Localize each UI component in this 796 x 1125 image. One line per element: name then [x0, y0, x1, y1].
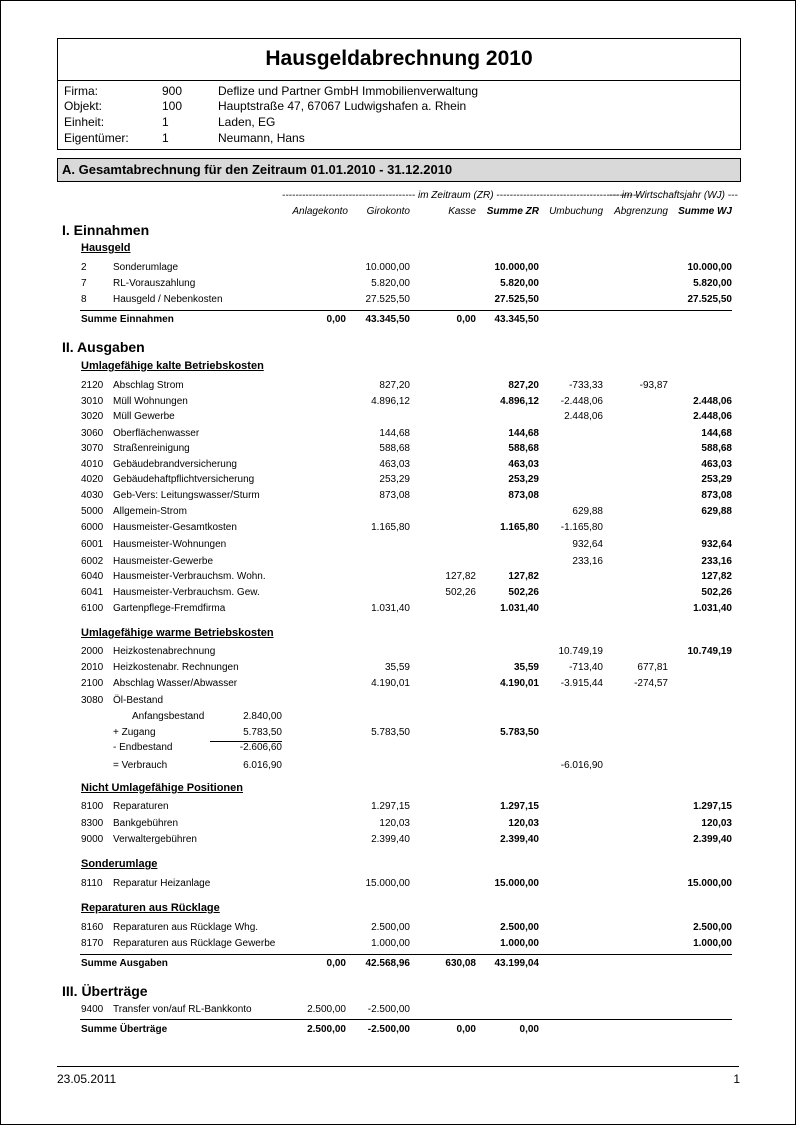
- amount-c4: 1.000,00: [500, 938, 539, 949]
- account-code: 8170: [81, 938, 104, 949]
- header-value: Laden, EG: [218, 115, 276, 129]
- amount-c3: 0,00: [456, 1024, 476, 1035]
- amount-c4: 144,68: [508, 428, 539, 439]
- account-code: 7: [81, 278, 87, 289]
- amount-c4: 253,29: [508, 474, 539, 485]
- row-label: Anfangsbestand: [132, 711, 205, 722]
- section-ausgaben: II. Ausgaben: [62, 339, 145, 355]
- account-code: 4010: [81, 459, 104, 470]
- account-code: 3060: [81, 428, 104, 439]
- amount-c5: 932,64: [572, 539, 603, 550]
- amount-c1: 2.500,00: [307, 1024, 346, 1035]
- amount-c4: 873,08: [508, 490, 539, 501]
- amount-c7: 1.297,15: [693, 801, 732, 812]
- amount-c2: 144,68: [379, 428, 410, 439]
- amount-c2: 120,03: [379, 818, 410, 829]
- row-label: Verwaltergebühren: [113, 834, 197, 845]
- row-label: Heizkostenabrechnung: [113, 646, 216, 657]
- amount-c2: 5.820,00: [371, 278, 410, 289]
- amount-c7: 932,64: [701, 539, 732, 550]
- row-label: Summe Einnahmen: [81, 314, 174, 325]
- amount-c7: 588,68: [701, 443, 732, 454]
- header-number: 1: [162, 115, 169, 129]
- section-uebertraege: III. Überträge: [62, 983, 148, 999]
- amount-c7: 2.448,06: [693, 396, 732, 407]
- amount-c7: 463,03: [701, 459, 732, 470]
- amount-c4: 120,03: [508, 818, 539, 829]
- amount-c2: 43.345,50: [365, 314, 410, 325]
- table-row: [0, 711, 796, 725]
- account-code: 8110: [81, 878, 103, 889]
- header-label: Eigentümer:: [64, 131, 129, 145]
- amount-c7: 253,29: [701, 474, 732, 485]
- amount-c6: -274,57: [634, 678, 668, 689]
- amount-c7: 629,88: [701, 506, 732, 517]
- amount-c3: 502,26: [445, 587, 476, 598]
- table-row: [0, 760, 796, 774]
- period-wj-label: --- im Wirtschaftsjahr (WJ) ---: [609, 190, 738, 201]
- subsection-nicht: Nicht Umlagefähige Positionen: [81, 782, 243, 794]
- row-label: + Zugang: [113, 727, 156, 738]
- amount-c5: -3.915,44: [560, 678, 603, 689]
- table-row: [0, 646, 796, 660]
- table-row: [0, 474, 796, 488]
- amount-c2: 4.896,12: [371, 396, 410, 407]
- row-label: Gebäudehaftpflichtversicherung: [113, 474, 255, 485]
- amount-c5: -2.448,06: [560, 396, 603, 407]
- amount-c2: 4.190,01: [371, 678, 410, 689]
- amount-c2: 827,20: [379, 380, 410, 391]
- row-label: Öl-Bestand: [113, 695, 164, 706]
- amount-c4: 2.500,00: [500, 922, 539, 933]
- subsection-sonder: Sonderumlage: [81, 858, 158, 870]
- amount-c1: 2.840,00: [243, 711, 282, 722]
- table-row: [0, 380, 796, 394]
- amount-c7: 1.000,00: [693, 938, 732, 949]
- row-label: Gebäudebrandversicherung: [113, 459, 237, 470]
- amount-c4: 127,82: [508, 571, 539, 582]
- amount-c2: -2.500,00: [367, 1004, 410, 1015]
- row-label: Hausmeister-Verbrauchsm. Gew.: [113, 587, 260, 598]
- amount-c5: 233,16: [572, 556, 603, 567]
- col-summe-wj: Summe WJ: [678, 206, 732, 217]
- amount-c4: 15.000,00: [494, 878, 539, 889]
- sum-line-einnahmen: [80, 310, 732, 311]
- amount-c4: 1.297,15: [500, 801, 539, 812]
- account-code: 3010: [81, 396, 104, 407]
- table-row: [0, 428, 796, 442]
- account-code: 8100: [81, 801, 104, 812]
- amount-c4: 5.783,50: [500, 727, 539, 738]
- account-code: 4030: [81, 490, 104, 501]
- amount-c4: 588,68: [508, 443, 539, 454]
- sum-row: [0, 1024, 796, 1038]
- account-code: 3020: [81, 411, 104, 422]
- amount-c7: 1.031,40: [693, 603, 732, 614]
- subsection-kalt: Umlagefähige kalte Betriebskosten: [81, 360, 264, 372]
- account-code: 5000: [81, 506, 104, 517]
- header-label: Objekt:: [64, 99, 103, 113]
- table-row: [0, 742, 796, 756]
- amount-c2: 5.783,50: [371, 727, 410, 738]
- account-code: 6041: [81, 587, 104, 598]
- account-code: 4020: [81, 474, 104, 485]
- amount-c4: 463,03: [508, 459, 539, 470]
- amount-c4: 43.345,50: [494, 314, 539, 325]
- section-title: A. Gesamtabrechnung für den Zeitraum 01.01.2010 - 31.12.2010: [62, 162, 453, 177]
- account-code: 6100: [81, 603, 104, 614]
- amount-c7: 502,26: [701, 587, 732, 598]
- header-label: Einheit:: [64, 115, 105, 129]
- table-row: [0, 922, 796, 936]
- row-label: Müll Gewerbe: [113, 411, 175, 422]
- row-label: Gartenpflege-Fremdfirma: [113, 603, 226, 614]
- row-label: Bankgebühren: [113, 818, 179, 829]
- row-label: = Verbrauch: [113, 760, 168, 771]
- account-code: 2010: [81, 662, 104, 673]
- row-label: Abschlag Strom: [113, 380, 184, 391]
- table-row: [0, 662, 796, 676]
- row-label: Sonderumlage: [113, 262, 179, 273]
- amount-c5: 629,88: [572, 506, 603, 517]
- row-label: Hausmeister-Gewerbe: [113, 556, 214, 567]
- amount-c7: 10.000,00: [687, 262, 732, 273]
- table-row: [0, 396, 796, 410]
- account-code: 2100: [81, 678, 104, 689]
- account-code: 6000: [81, 522, 104, 533]
- amount-c2: 2.399,40: [371, 834, 410, 845]
- amount-c6: -93,87: [639, 380, 668, 391]
- header-value: Hauptstraße 47, 67067 Ludwigshafen a. Rhein: [218, 99, 467, 113]
- account-code: 9000: [81, 834, 104, 845]
- row-label: Oberflächenwasser: [113, 428, 200, 439]
- amount-c4: 2.399,40: [500, 834, 539, 845]
- amount-c7: 127,82: [701, 571, 732, 582]
- row-label: Reparaturen: [113, 801, 169, 812]
- amount-c7: 233,16: [701, 556, 732, 567]
- amount-c1: 0,00: [326, 314, 346, 325]
- row-label: Abschlag Wasser/Abwasser: [113, 678, 238, 689]
- header-value: Deflize und Partner GmbH Immobilienverwaltung: [218, 84, 479, 98]
- table-row: [0, 801, 796, 815]
- account-code: 8: [81, 294, 87, 305]
- amount-c5: -6.016,90: [560, 760, 603, 771]
- header-number: 900: [162, 84, 183, 98]
- amount-c4: 10.000,00: [494, 262, 539, 273]
- amount-c2: 2.500,00: [371, 922, 410, 933]
- amount-c1: 0,00: [326, 958, 346, 969]
- table-row: [0, 727, 796, 741]
- amount-c7: 5.820,00: [693, 278, 732, 289]
- table-row: [0, 522, 796, 536]
- account-code: 2: [81, 262, 87, 273]
- amount-c4: 1.165,80: [500, 522, 539, 533]
- account-code: 2120: [81, 380, 104, 391]
- table-row: [0, 678, 796, 692]
- amount-c2: 1.297,15: [371, 801, 410, 812]
- table-row: [0, 539, 796, 553]
- col-umbuchung: Umbuchung: [549, 206, 603, 217]
- subsection-ruecklage: Reparaturen aus Rücklage: [81, 902, 220, 914]
- row-label: Hausgeld / Nebenkosten: [113, 294, 223, 305]
- table-row: [0, 1004, 796, 1018]
- table-row: [0, 294, 796, 308]
- sum-line-ausgaben: [80, 954, 732, 955]
- amount-c2: 463,03: [379, 459, 410, 470]
- amount-c7: 144,68: [701, 428, 732, 439]
- amount-c4: 0,00: [519, 1024, 539, 1035]
- amount-c2: 588,68: [379, 443, 410, 454]
- amount-c4: 4.190,01: [500, 678, 539, 689]
- amount-c7: 120,03: [701, 818, 732, 829]
- table-row: [0, 818, 796, 832]
- row-label: - Endbestand: [113, 742, 173, 753]
- amount-c7: 10.749,19: [687, 646, 732, 657]
- amount-c3: 0,00: [456, 314, 476, 325]
- row-label: Müll Wohnungen: [113, 396, 188, 407]
- header-label: Firma:: [64, 84, 98, 98]
- amount-c4: 4.896,12: [500, 396, 539, 407]
- row-label: Hausmeister-Wohnungen: [113, 539, 227, 550]
- amount-c5: -1.165,80: [560, 522, 603, 533]
- amount-c1: -2.606,60: [239, 742, 282, 753]
- amount-c2: 15.000,00: [365, 878, 410, 889]
- footer-date: 23.05.2011: [57, 1072, 117, 1086]
- amount-c2: 1.000,00: [371, 938, 410, 949]
- table-row: [0, 834, 796, 848]
- header-number: 100: [162, 99, 183, 113]
- table-row: [0, 278, 796, 292]
- row-label: Hausmeister-Gesamtkosten: [113, 522, 237, 533]
- account-code: 3070: [81, 443, 104, 454]
- amount-c5: -713,40: [569, 662, 603, 673]
- row-label: Transfer von/auf RL-Bankkonto: [113, 1004, 252, 1015]
- amount-c2: 873,08: [379, 490, 410, 501]
- amount-c5: 10.749,19: [558, 646, 603, 657]
- row-label: Hausmeister-Verbrauchsm. Wohn.: [113, 571, 266, 582]
- section-einnahmen: I. Einnahmen: [62, 222, 150, 238]
- col-girokonto: Girokonto: [366, 206, 410, 217]
- account-code: 6002: [81, 556, 104, 567]
- table-row: [0, 938, 796, 952]
- table-row: [0, 443, 796, 457]
- amount-c4: 1.031,40: [500, 603, 539, 614]
- amount-c1: 6.016,90: [243, 760, 282, 771]
- table-row: [0, 878, 796, 892]
- account-code: 6040: [81, 571, 104, 582]
- row-label: Summe Überträge: [81, 1024, 168, 1035]
- amount-c2: 10.000,00: [365, 262, 410, 273]
- table-row: [0, 571, 796, 585]
- amount-c1: 5.783,50: [243, 727, 282, 738]
- amount-c4: 502,26: [508, 587, 539, 598]
- header-number: 1: [162, 131, 169, 145]
- amount-c3: 127,82: [445, 571, 476, 582]
- subsection-hausgeld: Hausgeld: [81, 242, 131, 254]
- sum-row: [0, 314, 796, 328]
- amount-c7: 2.448,06: [693, 411, 732, 422]
- col-kasse: Kasse: [448, 206, 476, 217]
- amount-c2: 1.031,40: [371, 603, 410, 614]
- table-row: [0, 411, 796, 425]
- table-row: [0, 603, 796, 617]
- amount-c7: 15.000,00: [687, 878, 732, 889]
- sum-row: [0, 958, 796, 972]
- amount-c2: 253,29: [379, 474, 410, 485]
- title-rule: [58, 80, 740, 81]
- header-value: Neumann, Hans: [218, 131, 305, 145]
- amount-c7: 873,08: [701, 490, 732, 501]
- amount-c5: 2.448,06: [564, 411, 603, 422]
- amount-c2: 1.165,80: [371, 522, 410, 533]
- row-label: Reparaturen aus Rücklage Whg.: [113, 922, 259, 933]
- row-label: Allgemein-Strom: [113, 506, 187, 517]
- table-row: [0, 490, 796, 504]
- row-label: Reparaturen aus Rücklage Gewerbe: [113, 938, 276, 949]
- row-label: Heizkostenabr. Rechnungen: [113, 662, 239, 673]
- table-row: [0, 695, 796, 709]
- amount-c7: 27.525,50: [687, 294, 732, 305]
- table-row: [0, 262, 796, 276]
- amount-c5: -733,33: [569, 380, 603, 391]
- sum-line-uebertraege: [80, 1019, 732, 1020]
- row-label: Reparatur Heizanlage: [113, 878, 211, 889]
- amount-c4: 27.525,50: [494, 294, 539, 305]
- amount-c4: 827,20: [508, 380, 539, 391]
- amount-c1: 2.500,00: [307, 1004, 346, 1015]
- amount-c4: 35,59: [513, 662, 539, 673]
- account-code: 8300: [81, 818, 104, 829]
- page-title: Hausgeldabrechnung 2010: [265, 47, 533, 70]
- amount-c2: 27.525,50: [365, 294, 410, 305]
- amount-c2: -2.500,00: [367, 1024, 410, 1035]
- col-anlagekonto: Anlagekonto: [292, 206, 348, 217]
- row-label: Geb-Vers: Leitungswasser/Sturm: [113, 490, 260, 501]
- account-code: 6001: [81, 539, 104, 550]
- row-label: RL-Vorauszahlung: [113, 278, 196, 289]
- table-row: [0, 459, 796, 473]
- account-code: 8160: [81, 922, 104, 933]
- amount-c4: 5.820,00: [500, 278, 539, 289]
- footer-rule: [57, 1066, 739, 1067]
- col-abgrenzung: Abgrenzung: [614, 206, 668, 217]
- row-label: Straßenreinigung: [113, 443, 190, 454]
- account-code: 3080: [81, 695, 104, 706]
- amount-c3: 630,08: [445, 958, 476, 969]
- row-label: Summe Ausgaben: [81, 958, 168, 969]
- account-code: 2000: [81, 646, 104, 657]
- amount-c2: 35,59: [384, 662, 410, 673]
- amount-c2: 42.568,96: [365, 958, 410, 969]
- section-bar: [57, 158, 741, 182]
- table-row: [0, 587, 796, 601]
- amount-c7: 2.500,00: [693, 922, 732, 933]
- account-code: 9400: [81, 1004, 104, 1015]
- amount-c4: 43.199,04: [494, 958, 539, 969]
- table-row: [0, 506, 796, 520]
- amount-c6: 677,81: [637, 662, 668, 673]
- period-zr-label: ---------------------------------------- im Zeitraum (ZR) -------------------------------------------: [282, 190, 640, 201]
- table-row: [0, 556, 796, 570]
- amount-c7: 2.399,40: [693, 834, 732, 845]
- footer-page: 1: [733, 1072, 740, 1086]
- col-summe-zr: Summe ZR: [486, 206, 539, 217]
- subsection-warm: Umlagefähige warme Betriebskosten: [81, 627, 274, 639]
